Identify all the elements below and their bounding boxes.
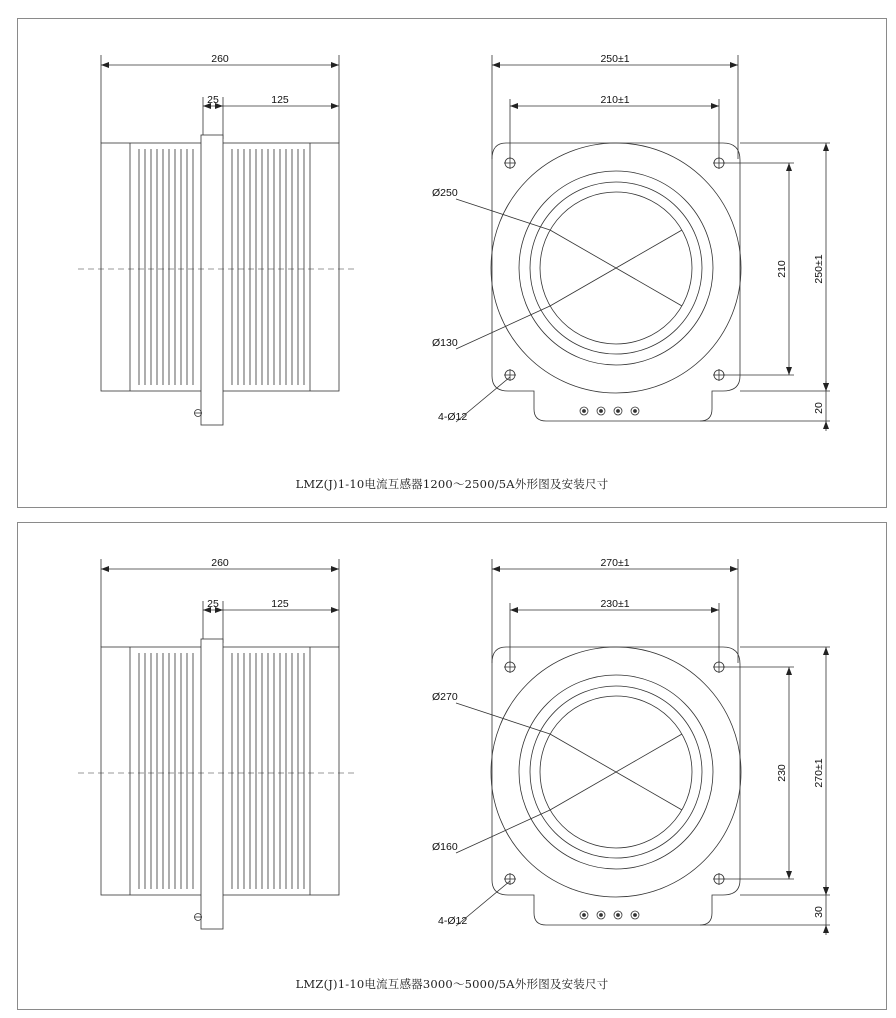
- side-dim-overall: 260: [211, 53, 229, 65]
- side-flange: [201, 639, 223, 929]
- front-dim-holes: 4-Ø12: [438, 411, 468, 423]
- front-dim-base-height: 30: [813, 906, 825, 918]
- side-dim-flange: 25: [207, 598, 219, 610]
- drawing-panel-1200-2500: [17, 18, 887, 508]
- drawing-panel-3000-5000: [17, 522, 887, 1010]
- front-dim-vertical-spacing: 230: [776, 764, 788, 782]
- front-dim-outer-height: 270±1: [813, 758, 825, 788]
- secondary-terminals: [580, 911, 639, 919]
- front-dim-outer-width: 270±1: [600, 557, 630, 569]
- front-view-dimension-labels: [432, 557, 825, 927]
- front-housing: [492, 143, 740, 421]
- side-view-dimension-labels: [207, 53, 289, 106]
- secondary-terminals: [580, 407, 639, 415]
- front-dim-inner-diameter: Ø130: [432, 337, 458, 349]
- front-dim-outer-diameter: Ø250: [432, 187, 458, 199]
- side-view: [78, 55, 354, 425]
- drawing-caption: LMZ(J)1-10电流互感器1200～2500/5A外形图及安装尺寸: [295, 477, 609, 491]
- technical-drawing-1: [18, 19, 886, 507]
- front-view: [456, 55, 830, 431]
- front-view: [456, 559, 830, 935]
- side-dim-flange: 25: [207, 94, 219, 106]
- technical-drawing-2: [18, 523, 886, 1009]
- side-view: [78, 559, 354, 929]
- side-dim-body: 125: [271, 598, 289, 610]
- side-ribs-right: [232, 143, 310, 391]
- side-ribs-left: [130, 143, 193, 391]
- front-dim-outer-height: 250±1: [813, 254, 825, 284]
- front-dim-outer-width: 250±1: [600, 53, 630, 65]
- front-dim-base-height: 20: [813, 402, 825, 414]
- side-dim-body: 125: [271, 94, 289, 106]
- front-view-dimension-labels: [432, 53, 825, 423]
- front-dim-vertical-spacing: 210: [776, 260, 788, 278]
- front-dim-hole-spacing: 210±1: [600, 94, 630, 106]
- side-dim-overall: 260: [211, 557, 229, 569]
- front-dim-inner-diameter: Ø160: [432, 841, 458, 853]
- front-housing: [492, 647, 740, 925]
- front-dim-hole-spacing: 230±1: [600, 598, 630, 610]
- front-dim-holes: 4-Ø12: [438, 915, 468, 927]
- side-ribs-left: [130, 647, 193, 895]
- drawing-caption: LMZ(J)1-10电流互感器3000～5000/5A外形图及安装尺寸: [295, 977, 609, 991]
- side-ribs-right: [232, 647, 310, 895]
- side-view-dimension-labels: [207, 557, 289, 610]
- side-flange: [201, 135, 223, 425]
- front-dim-outer-diameter: Ø270: [432, 691, 458, 703]
